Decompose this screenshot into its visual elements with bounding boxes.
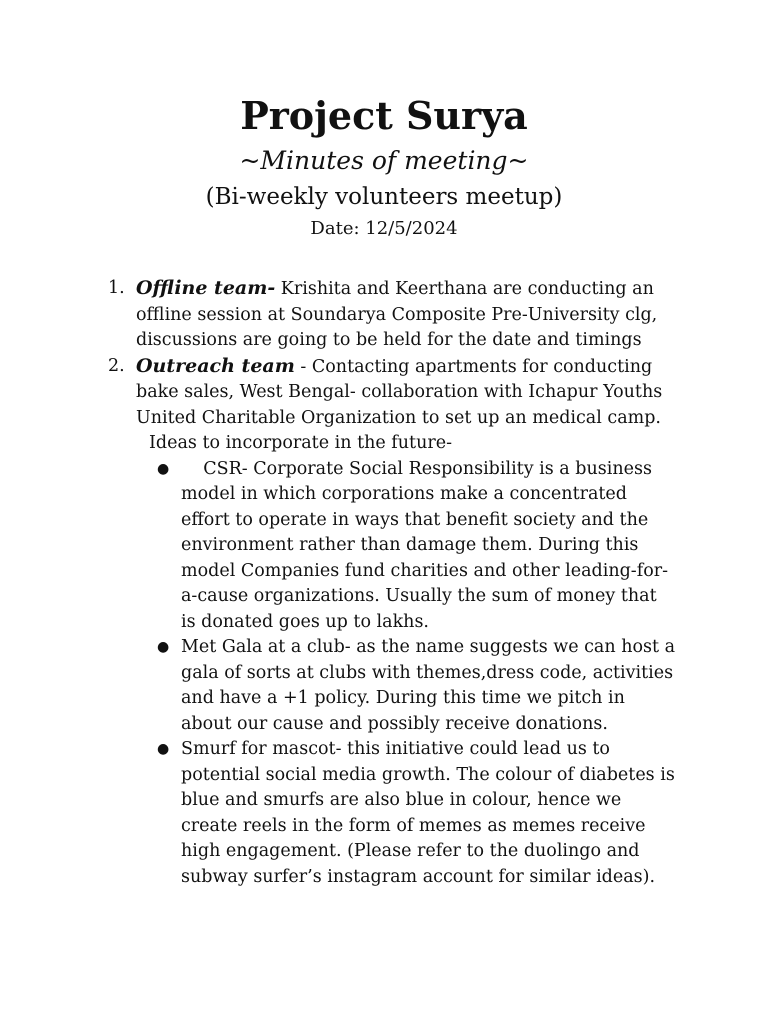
minutes-body xyxy=(0,276,768,890)
team-name: Outreach team xyxy=(136,354,295,377)
agenda-item-outreach-team xyxy=(0,354,676,432)
idea-text: Met Gala at a club- as the name suggests we can host a gala of sorts at clubs with themes,dress code, activities and have a +1 policy. During this time we pitch in about our cause and possibly receive donations. xyxy=(181,637,676,734)
item-number: 1. xyxy=(108,278,125,298)
bullet-icon: ● xyxy=(157,460,170,477)
idea-met-gala xyxy=(0,635,676,737)
bullet-icon: ● xyxy=(157,741,170,757)
idea-text: Smurf for mascot- this initiative could lead us to potential social media growth. The colour of diabetes is blue and smurfs are also blue in colour, hence we create reels in the form of memes as memes receive high engagement. (Please refer to the duolingo and subway surfer’s instagram account for similar ideas). xyxy=(181,739,675,887)
document-subtitle: ~Minutes of meeting~ xyxy=(239,146,529,175)
idea-csr xyxy=(0,457,676,636)
item-text: - Contacting apartments for conducting bake sales, West Bengal- collaboration with Ichapur Youths United Charitable Organization to set up an medical camp. xyxy=(136,356,663,428)
agenda-item-offline-team xyxy=(0,276,676,354)
team-name: Offline team- xyxy=(136,277,276,299)
item-text: Krishita and Keerthana are conducting an offline session at Soundarya Composite Pre-University clg, discussions are going to be held for the date and timings xyxy=(136,279,658,350)
meeting-date: Date: 12/5/2024 xyxy=(310,218,458,239)
meetup-type: (Bi-weekly volunteers meetup) xyxy=(205,184,563,210)
ideas-list xyxy=(0,457,768,891)
document-title: Project Surya xyxy=(240,93,528,138)
idea-text: CSR- Corporate Social Responsibility is a business model in which corporations make a concentrated effort to operate in ways that benefit society and the environment rather than damage them. During this model Companies fund charities and other leading-for-a-cause organizations. Usually the sum of money that is donated goes up to lakhs. xyxy=(181,458,669,632)
ideas-intro: Ideas to incorporate in the future- xyxy=(149,433,452,453)
item-number: 2. xyxy=(108,355,125,376)
agenda-list xyxy=(0,276,768,431)
bullet-icon: ● xyxy=(157,639,170,655)
idea-smurf-mascot xyxy=(0,737,676,890)
